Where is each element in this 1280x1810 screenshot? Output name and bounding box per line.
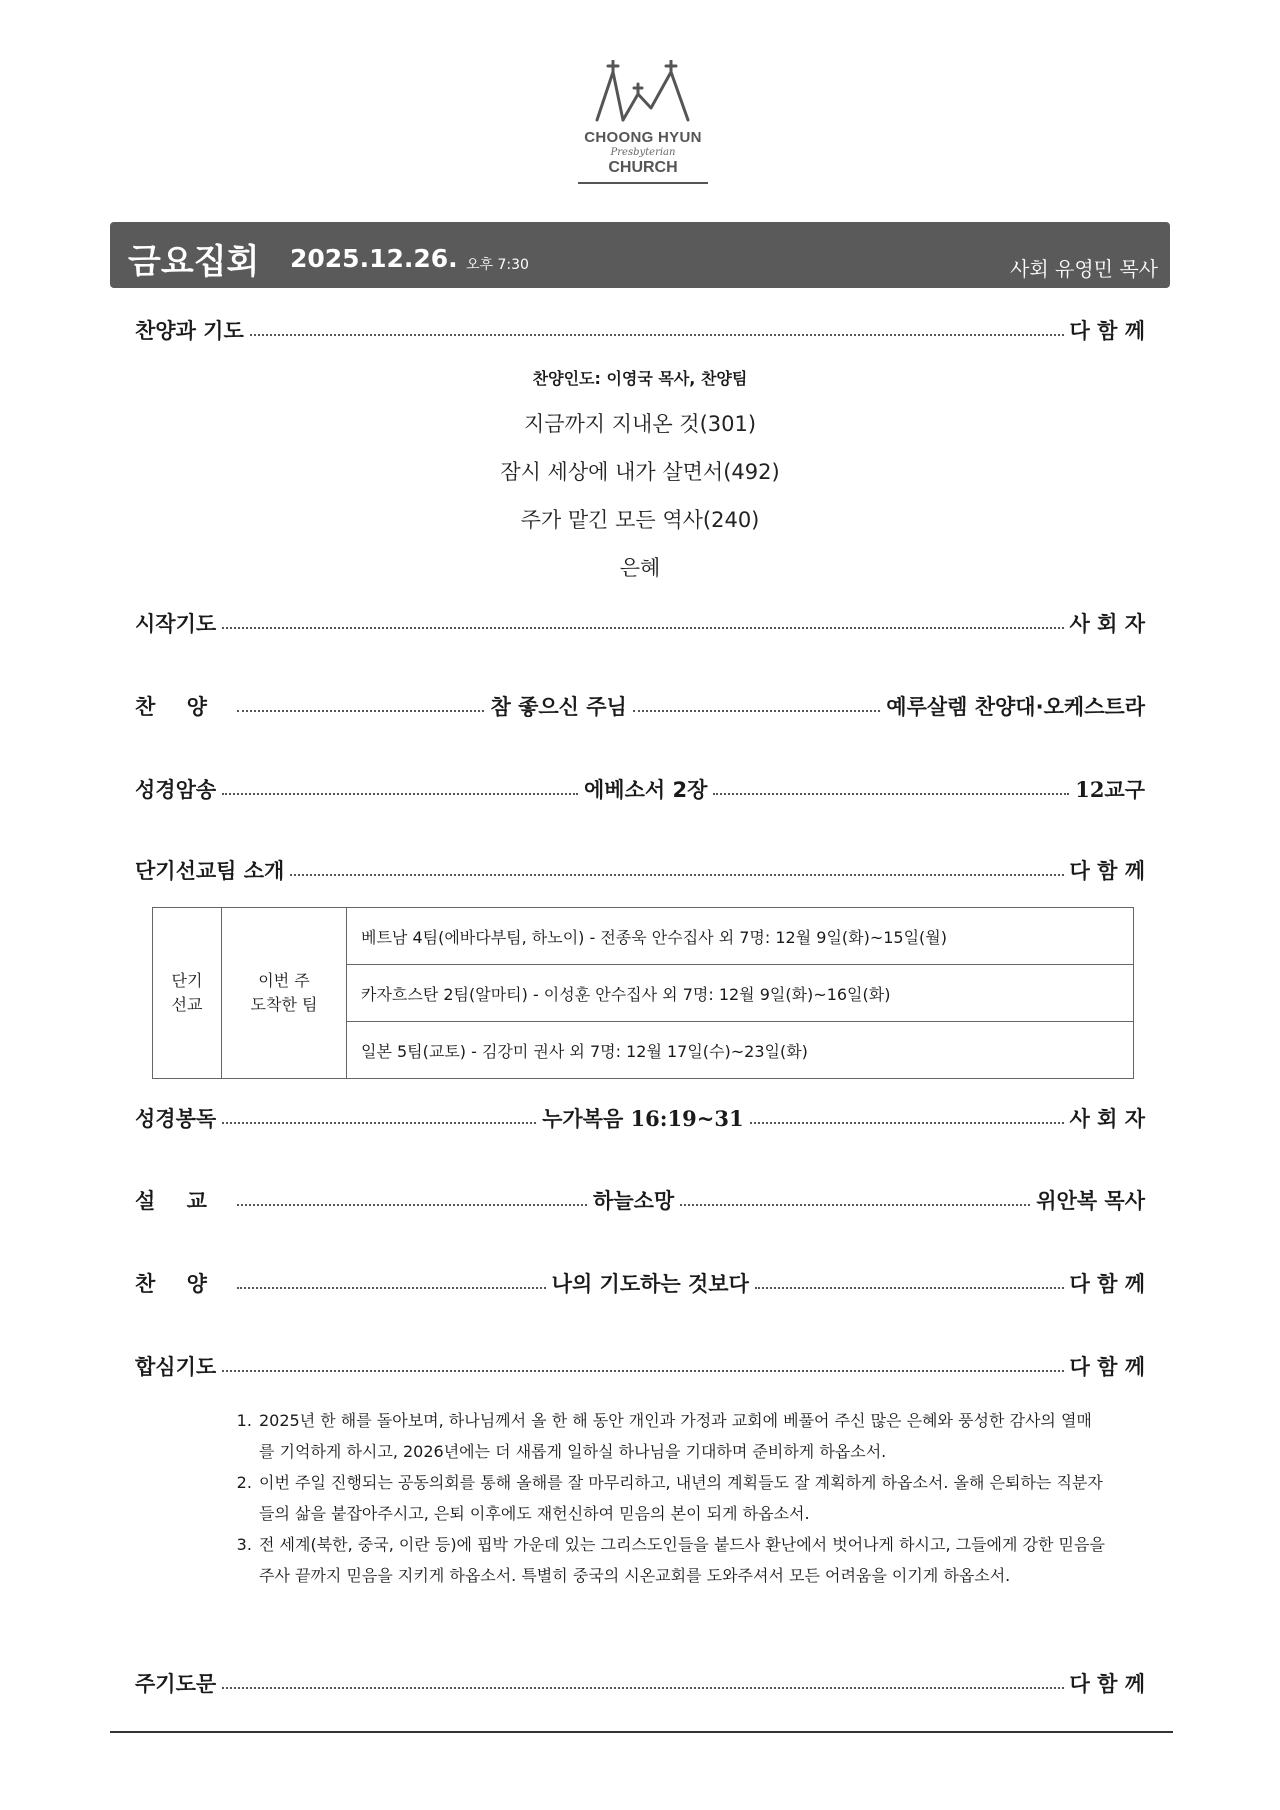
order-label: 합심기도 (135, 1354, 217, 1379)
mission-category-cell (153, 908, 222, 1079)
church-logo (578, 60, 708, 186)
order-label: 찬양과 기도 (135, 318, 244, 343)
order-label: 찬 양 (135, 1271, 219, 1296)
dotted-leader (250, 334, 1064, 336)
order-label: 설 교 (135, 1188, 219, 1213)
bottom-divider (110, 1731, 1173, 1733)
dotted-leader (237, 710, 484, 712)
order-item-praise-prayer (135, 313, 1145, 347)
dotted-leader (680, 1204, 1030, 1206)
logo-line-1: CHOONG HYUN (584, 129, 702, 146)
order-item-scripture-reading (135, 1101, 1145, 1135)
arrival-category-line: 도착한 팀 (250, 995, 318, 1014)
table-row (153, 908, 1134, 965)
order-label: 시작기도 (135, 611, 217, 636)
logo-line-3: CHURCH (608, 159, 678, 176)
dotted-leader (290, 874, 1063, 876)
song-item: 잠시 세상에 내가 살면서(492) (500, 460, 780, 484)
service-title: 금요집회 (128, 242, 260, 282)
prayer-item: 3. 전 세계(북한, 중국, 이란 등)에 핍박 가운데 있는 그리스도인들을 붙드사 환난에서 벗어나게 하시고, 그들에게 강한 믿음을 주사 끝까지 믿음을 지키게 하옵소서. 특별히 중국의 시온교회를 도와주셔서 모든 어려움을 이기게 하옵소서. (257, 1529, 1105, 1591)
praise-leader: 찬양인도: 이영국 목사, 찬양팀 (532, 369, 748, 388)
order-middle: 에베소서 2장 (584, 778, 708, 802)
order-right: 사 회 자 (1069, 1106, 1145, 1131)
logo-underline (578, 182, 708, 184)
order-right: 다 함 께 (1069, 858, 1145, 883)
arrival-category-line: 이번 주 (258, 971, 310, 990)
dotted-leader (222, 1370, 1063, 1372)
mission-category-line: 단기 (171, 971, 203, 990)
order-right: 다 함 께 (1069, 1271, 1145, 1296)
mission-team-table (152, 907, 1134, 1079)
order-right: 다 함 께 (1069, 1354, 1145, 1379)
prayer-topics (235, 1405, 1105, 1591)
order-item-choir-anthem (135, 689, 1145, 723)
order-label: 성경암송 (135, 777, 217, 802)
dotted-leader (222, 1122, 536, 1124)
song-item: 지금까지 지내온 것(301) (523, 412, 757, 436)
order-label: 찬 양 (135, 694, 219, 719)
prayer-item: 2. 이번 주일 진행되는 공동의회를 통해 올해를 잘 마무리하고, 내년의 계획들도 잘 계획하게 하옵소서. 올해 은퇴하는 직분자들의 삶을 붙잡아주시고, 은퇴 이후에도 재헌신하여 믿음의 본이 되게 하옵소서. (257, 1467, 1105, 1529)
dotted-leader (755, 1287, 1064, 1289)
arrival-category-cell (222, 908, 347, 1079)
mission-category-line: 선교 (171, 995, 203, 1014)
order-right: 다 함 께 (1069, 318, 1145, 343)
order-item-lords-prayer (135, 1666, 1145, 1700)
order-item-united-prayer (135, 1349, 1145, 1383)
order-middle: 나의 기도하는 것보다 (551, 1272, 749, 1296)
team-entry: 베트남 4팀(에바다부팀, 하노이) - 전종욱 안수집사 외 7명: 12월 9일(화)~15일(월) (347, 908, 1134, 965)
order-item-opening-prayer (135, 606, 1145, 640)
order-right: 위안복 목사 (1036, 1189, 1145, 1213)
order-right: 예루살렘 찬양대·오케스트라 (886, 695, 1146, 719)
service-header (110, 222, 1170, 288)
order-middle: 누가복음 16:19~31 (542, 1106, 744, 1131)
team-entry: 카자흐스탄 2팀(알마티) - 이성훈 안수집사 외 7명: 12월 9일(화)~16일(화) (347, 965, 1134, 1022)
order-right: 다 함 께 (1069, 1671, 1145, 1696)
dotted-leader (750, 1122, 1064, 1124)
order-label: 주기도문 (135, 1671, 217, 1696)
service-presider: 사회 유영민 목사 (1010, 257, 1158, 281)
dotted-leader (713, 793, 1069, 795)
order-item-mission-team-intro (135, 853, 1145, 887)
prayer-item: 1. 2025년 한 해를 돌아보며, 하나님께서 올 한 해 동안 개인과 가정과 교회에 베풀어 주신 많은 은혜와 풍성한 감사의 열매를 기억하게 하시고, 2026년에는 더 새롭게 일하실 하나님을 기대하며 준비하게 하옵소서. (257, 1405, 1105, 1467)
service-date: 2025.12.26. (290, 244, 458, 273)
dotted-leader (222, 793, 578, 795)
dotted-leader (222, 1687, 1063, 1689)
order-item-hymn (135, 1266, 1145, 1300)
dotted-leader (633, 710, 880, 712)
order-middle: 하늘소망 (593, 1189, 675, 1213)
dotted-leader (222, 627, 1063, 629)
dotted-leader (237, 1204, 587, 1206)
church-roof-cross-icon (593, 60, 693, 124)
order-right: 사 회 자 (1069, 611, 1145, 636)
order-item-scripture-recitation (135, 772, 1145, 806)
song-item: 주가 맡긴 모든 역사(240) (520, 508, 760, 532)
song-item: 은혜 (619, 556, 661, 580)
order-middle: 참 좋으신 주님 (490, 695, 627, 719)
order-item-sermon (135, 1183, 1145, 1217)
dotted-leader (237, 1287, 546, 1289)
logo-line-2: Presbyterian (610, 147, 676, 158)
team-entry: 일본 5팀(교토) - 김강미 권사 외 7명: 12월 17일(수)~23일(화) (347, 1022, 1134, 1079)
order-label: 단기선교팀 소개 (135, 858, 285, 883)
service-time: 오후 7:30 (466, 257, 529, 273)
order-label: 성경봉독 (135, 1106, 217, 1131)
order-right: 12교구 (1075, 777, 1145, 802)
